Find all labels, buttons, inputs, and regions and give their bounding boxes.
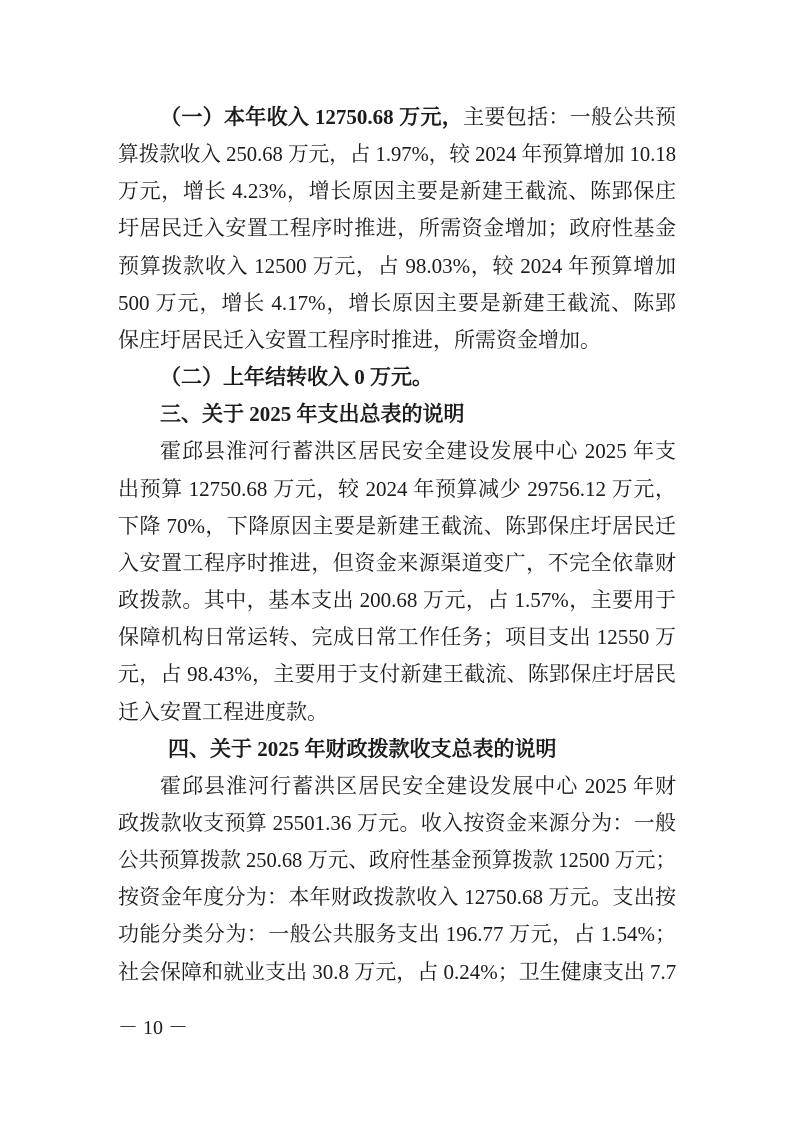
paragraph-line: 圩居民迁入安置工程序时推进，所需资金增加；政府性基金 xyxy=(118,216,676,241)
paragraph-line: 万元，增长 4.23%，增长原因主要是新建王截流、陈郢保庄 xyxy=(118,179,676,204)
section-heading: 四、关于 2025 年财政拨款收支总表的说明 xyxy=(168,736,557,761)
paragraph-line: 迁入安置工程进度款。 xyxy=(118,699,328,724)
paragraph-line: 出预算 12750.68 万元，较 2024 年预算减少 29756.12 万元， xyxy=(118,476,676,501)
paragraph-line: 保障机构日常运转、完成日常工作任务；项目支出 12550 万 xyxy=(118,625,676,650)
paragraph-line: 保庄圩居民迁入安置工程序时推进，所需资金增加。 xyxy=(118,327,601,352)
paragraph-line: 500 万元，增长 4.17%，增长原因主要是新建王截流、陈郢 xyxy=(118,290,676,315)
paragraph-line: 算拨款收入 250.68 万元，占 1.97%，较 2024 年预算增加 10.18 xyxy=(118,142,676,167)
paragraph-line: 入安置工程序时推进，但资金来源渠道变广，不完全依靠财 xyxy=(118,550,676,575)
paragraph-line: 社会保障和就业支出 30.8 万元，占 0.24%；卫生健康支出 7.7 xyxy=(118,959,677,984)
paragraph-line: 公共预算拨款 250.68 万元、政府性基金预算拨款 12500 万元； xyxy=(118,848,676,873)
bold-lead: （一）本年收入 12750.68 万元， xyxy=(160,105,464,129)
line-text: 主要包括：一般公共预 xyxy=(463,105,677,129)
paragraph-line: 霍邱县淮河行蓄洪区居民安全建设发展中心 2025 年支 xyxy=(160,439,676,464)
paragraph-line: 功能分类分为：一般公共服务支出 196.77 万元，占 1.54%； xyxy=(118,922,676,947)
section-heading: 三、关于 2025 年支出总表的说明 xyxy=(160,402,465,427)
paragraph-line: 下降 70%，下降原因主要是新建王截流、陈郢保庄圩居民迁 xyxy=(118,513,676,538)
page-number: － 10 － xyxy=(118,1017,188,1039)
document-body xyxy=(118,99,676,991)
paragraph-line: 预算拨款收入 12500 万元，占 98.03%，较 2024 年预算增加 xyxy=(118,253,676,278)
paragraph-line: 霍邱县淮河行蓄洪区居民安全建设发展中心 2025 年财 xyxy=(160,773,676,798)
paragraph-line: 元，占 98.43%，主要用于支付新建王截流、陈郢保庄圩居民 xyxy=(118,662,676,687)
subsection-heading: （二）上年结转收入 0 万元。 xyxy=(160,365,433,390)
paragraph-line: 政拨款收支预算 25501.36 万元。收入按资金来源分为：一般 xyxy=(118,810,676,835)
paragraph-line: 按资金年度分为：本年财政拨款收入 12750.68 万元。支出按 xyxy=(118,885,676,910)
paragraph-line: 政拨款。其中，基本支出 200.68 万元，占 1.57%，主要用于 xyxy=(118,588,676,613)
paragraph-line xyxy=(118,99,676,136)
